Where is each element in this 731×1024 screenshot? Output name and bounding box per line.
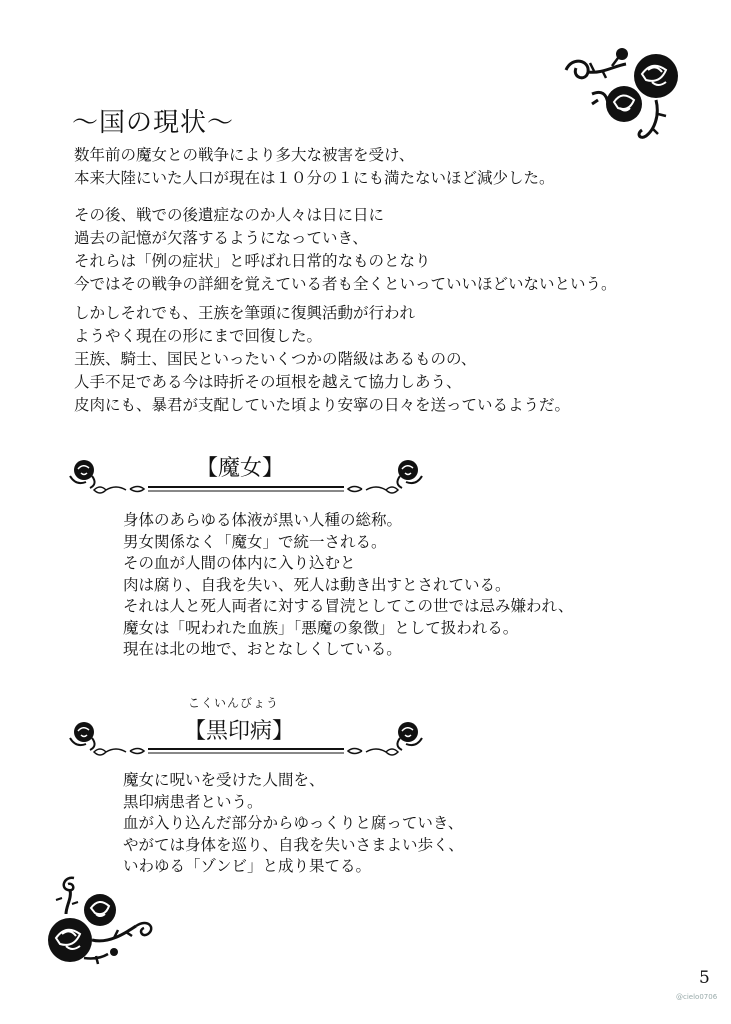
text-line: その後、戦での後遺症なのか人々は日に日に [74, 206, 385, 224]
text-line: やがては身体を巡り、自我を失いさまよい歩く、 [123, 835, 464, 854]
text-line: 魔女に呪いを受けた人間を、 [123, 771, 325, 789]
text-line: 黒印病患者という。 [123, 792, 263, 811]
section-heading-witch: 【魔女】 [196, 456, 285, 481]
text-line: 人手不足である今は時折その垣根を越えて協力しあう、 [74, 373, 462, 391]
text-line: 王族、騎士、国民といったいくつかの階級はあるものの、 [74, 350, 477, 368]
text-line: 男女関係なく「魔女」で統一される。 [123, 532, 387, 551]
section-heading-black-seal-disease: 【黒印病】 [184, 719, 295, 744]
intro-paragraph-1 [74, 144, 555, 190]
rose-corner-bottom-left-icon [44, 874, 164, 974]
text-line: 血が入り込んだ部分からゆっくりと腐っていき、 [123, 814, 464, 832]
text-line: ようやく現在の形にまで回復した。 [74, 327, 323, 345]
text-line: 数年前の魔女との戦争により多大な被害を受け、 [74, 146, 415, 164]
page-number: 5 [699, 968, 710, 988]
text-line: 現在は北の地で、おとなしくしている。 [123, 640, 402, 658]
text-line: それらは「例の症状」と呼ばれ日常的なものとなり [74, 252, 431, 270]
watermark-text: @cielo0706 [676, 993, 718, 1001]
text-line: しかしそれでも、王族を筆頭に復興活動が行われ [74, 304, 416, 322]
text-line: 魔女は「呪われた血族」「悪魔の象徴」として扱われる。 [123, 618, 519, 637]
text-line: 身体のあらゆる体液が黒い人種の総称。 [123, 511, 403, 529]
text-line: 皮肉にも、暴君が支配していた頃より安寧の日々を送っているようだ。 [74, 396, 571, 414]
intro-paragraph-2 [74, 204, 617, 296]
text-line: いわゆる「ゾンビ」と成り果てる。 [123, 857, 372, 875]
rose-corner-top-right-icon [562, 44, 682, 144]
text-line: それは人と死人両者に対する冒涜としてこの世では忌み嫌われ、 [123, 597, 574, 615]
text-line: その血が人間の体内に入り込むと [123, 554, 356, 572]
text-line: 肉は腐り、自我を失い、死人は動き出すとされている。 [123, 575, 511, 594]
section-body-black-seal-disease [123, 770, 464, 878]
page-title: 〜国の現状〜 [72, 108, 235, 138]
intro-paragraph-3 [74, 302, 570, 417]
section-body-witch [123, 510, 573, 661]
heading-furigana: こくいんびょう [188, 696, 280, 710]
text-line: 今ではその戦争の詳細を覚えている者も全くといっていいほどいないという。 [74, 275, 617, 293]
text-line: 本来大陸にいた人口が現在は１０分の１にも満たないほど減少した。 [74, 169, 555, 187]
text-line: 過去の記憶が欠落するようになっていき、 [74, 229, 368, 247]
